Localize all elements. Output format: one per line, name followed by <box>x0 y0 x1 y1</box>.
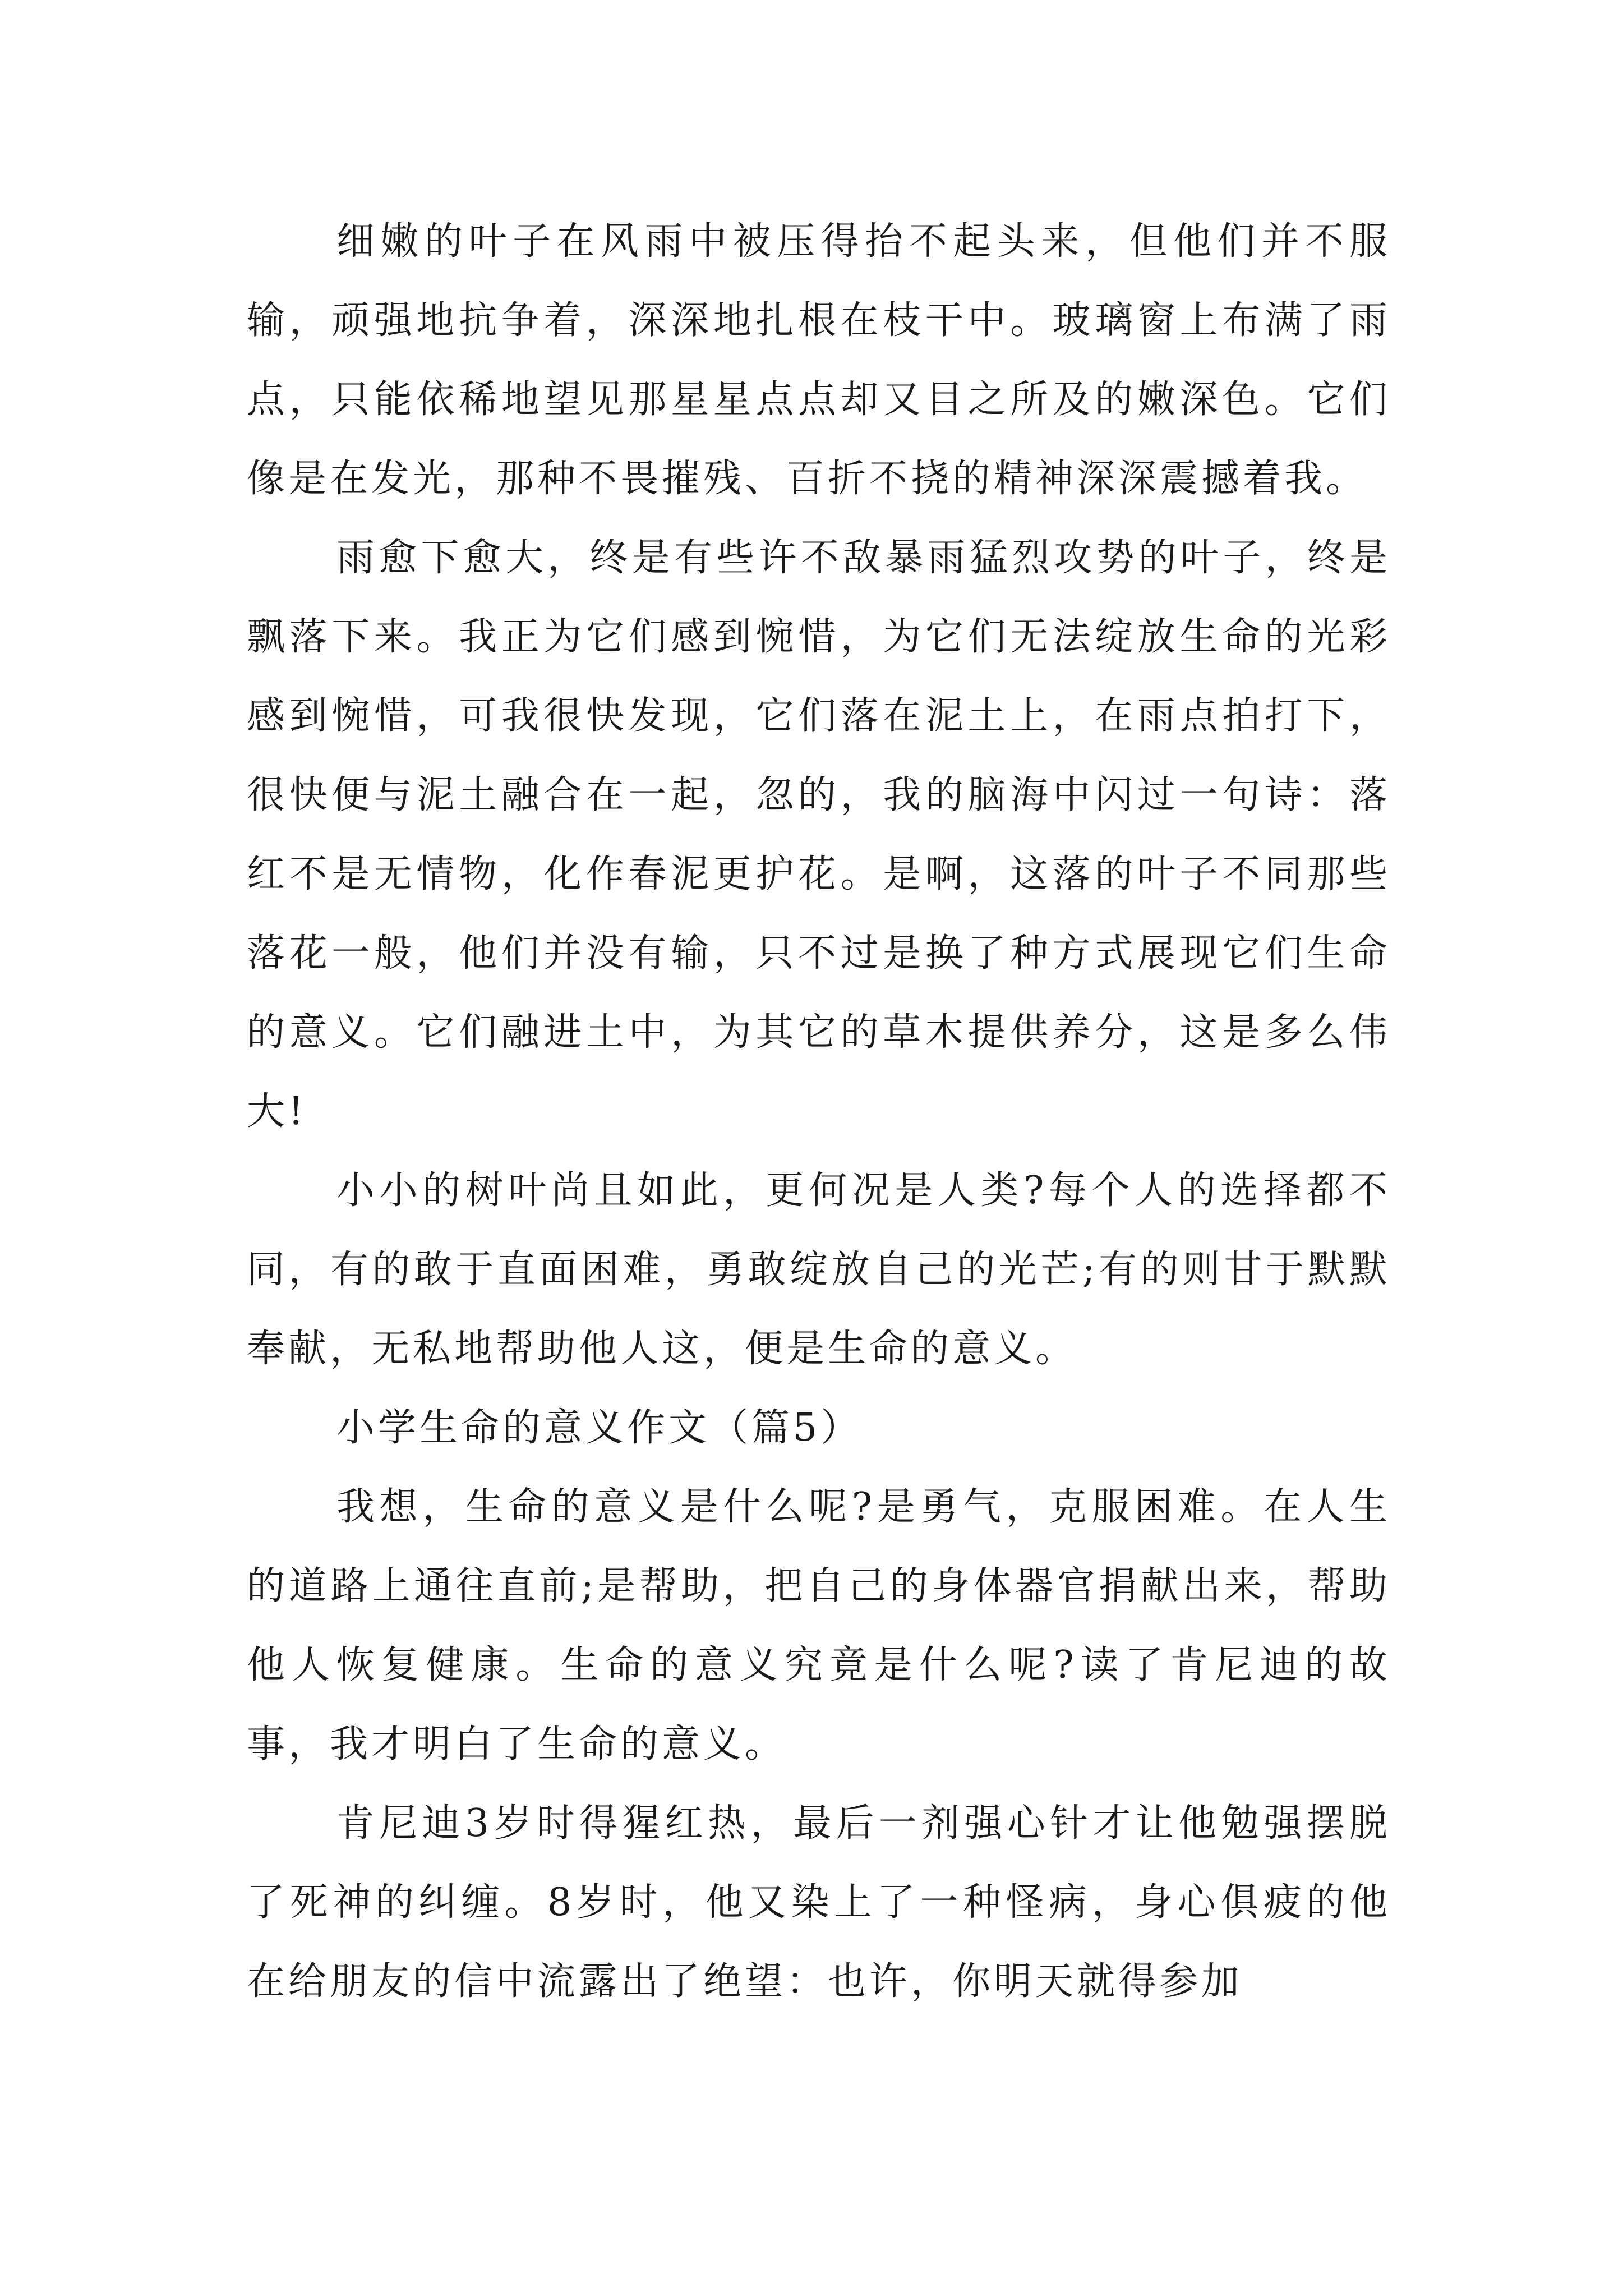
document-body <box>247 202 1391 2021</box>
paragraph: 雨愈下愈大，终是有些许不敌暴雨猛烈攻势的叶子，终是飘落下来。我正为它们感到惋惜，为它们无法绽放生命的光彩感到惋惜，可我很快发现，它们落在泥土上，在雨点拍打下，很快便与泥土融合在一起，忽的，我的脑海中闪过一句诗：落红不是无情物，化作春泥更护花。是啊，这落的叶子不同那些落花一般，他们并没有输，只不过是换了种方式展现它们生命的意义。它们融进土中，为其它的草木提供养分，这是多么伟大! <box>247 536 1391 1134</box>
paragraph: 小小的树叶尚且如此，更何况是人类?每个人的选择都不同，有的敢于直面困难，勇敢绽放自己的光芒;有的则甘于默默奉献，无私地帮助他人这，便是生命的意义。 <box>247 1168 1391 1371</box>
paragraph: 肯尼迪3岁时得猩红热，最后一剂强心针才让他勉强摆脱了死神的纠缠。8岁时，他又染上了一种怪病，身心俱疲的他在给朋友的信中流露出了绝望：也许，你明天就得参加 <box>247 1801 1391 2004</box>
paragraph: 我想，生命的意义是什么呢?是勇气，克服困难。在人生的道路上通往直前;是帮助，把自己的身体器官捐献出来，帮助他人恢复健康。生命的意义究竟是什么呢?读了肯尼迪的故事，我才明白了生命的意义。 <box>247 1485 1391 1766</box>
paragraph: 细嫩的叶子在风雨中被压得抬不起头来，但他们并不服输，顽强地抗争着，深深地扎根在枝干中。玻璃窗上布满了雨点，只能依稀地望见那星星点点却又目之所及的嫩深色。它们像是在发光，那种不畏摧残、百折不挠的精神深深震撼着我。 <box>247 219 1391 501</box>
section-heading: 小学生命的意义作文（篇5） <box>336 1406 863 1450</box>
